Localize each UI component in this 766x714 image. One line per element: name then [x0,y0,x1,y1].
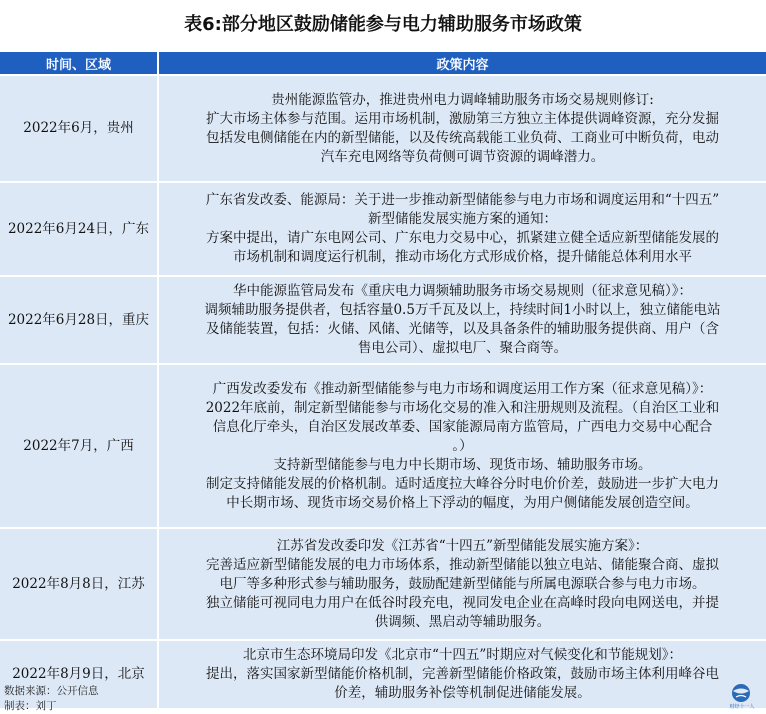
policy-line: 及储能装置，包括：火储、风储、光储等，以及具备条件的辅助服务提供商、用户（含 [206,321,719,337]
row-time-region: 2022年6月24日，广东 [0,182,158,276]
policy-line: 广西发改委发布《推动新型储能参与电力市场和调度运用工作方案（征求意见稿）》： [212,380,713,397]
policy-line: 制定支持储能发展的价格机制。适时适度拉大峰谷分时电价价差，鼓励进一步扩大电力 [206,475,719,492]
policy-line: 价差，辅助服务补偿等机制促进储能发展。 [334,685,591,701]
row-policy-content [158,75,766,182]
policy-table [0,52,766,708]
policy-line: 完善适应新型储能发展的电力市场体系，推动新型储能以独立电站、储能聚合商、虚拟 [206,556,719,573]
row-policy-content [158,640,766,708]
row-policy-content [158,182,766,276]
policy-line: 调频辅助服务提供者，包括容量0.5万千瓦及以上，持续时间1小时以上，独立储能电站 [204,302,721,318]
table-row [0,276,766,364]
row-policy-content [158,528,766,640]
table-title: 表6:部分地区鼓励储能参与电力辅助服务市场政策 [184,14,582,35]
row-time-region: 2022年7月，广西 [0,364,158,528]
policy-line: 北京市生态环境局印发《北京市“十四五”时期应对气候变化和节能规划》： [242,647,683,663]
policy-line: 。） [452,437,473,454]
policy-line: 华中能源监管局发布《重庆电力调频辅助服务市场交易规则（征求意见稿）》： [233,283,692,299]
policy-line: 贵州能源监管办，推进贵州电力调峰辅助服务市场交易规则修订: [271,91,654,108]
row-policy-content [158,364,766,528]
table-row [0,364,766,528]
policy-line: 包括发电侧储能在内的新型储能，以及传统高载能工业负荷、工商业可中断负荷，电动 [206,129,719,146]
table-row [0,75,766,182]
row-time-region: 2022年8月9日，北京 [0,640,158,708]
table-header-row [0,52,766,75]
column-header-policy-content: 政策内容 [158,52,766,75]
table-author-note: 制表：刘丁 [4,700,57,712]
policy-line: 汽车充电网络等负荷侧可调节资源的调峰潜力。 [320,148,605,165]
policy-line: 2022年底前，制定新型储能参与市场化交易的准入和注册规则及流程。（自治区工业和 [205,399,720,416]
policy-line: 信息化厅牵头，自治区发展改革委、国家能源局南方监管局，广西电力交易中心配合 [212,418,713,435]
policy-line: 电厂等多种形式参与辅助服务，鼓励配建新型储能与所属电源联合参与电力市场。 [219,575,706,592]
row-time-region: 2022年8月8日，江苏 [0,528,158,640]
policy-line: 新型储能发展实施方案的通知： [368,211,557,227]
table-row [0,182,766,276]
policy-line: 供调频、黑启动等辅助服务。 [374,613,551,630]
row-time-region: 2022年6月，贵州 [0,75,158,182]
policy-line: 市场机制和调度运行机制，推动市场化方式形成价格，提升储能总体利用水平 [233,249,692,265]
policy-line: 广东省发改委、能源局：关于进一步推动新型储能参与电力市场和调度运用和“十四五” [205,192,720,208]
table-row [0,528,766,640]
policy-line: 方案中提出，请广东电网公司、广东电力交易中心，抓紧建立健全适应新型储能发展的 [206,230,719,246]
policy-line: 售电公司）、虚拟电厂、聚合商等。 [357,340,568,356]
policy-line: 江苏省发改委印发《江苏省“十四五”新型储能发展实施方案》： [276,537,649,554]
policy-line: 独立储能可视同电力用户在低谷时段充电，视同发电企业在高峰时段向电网送电，并提 [206,594,719,611]
policy-line: 支持新型储能参与电力中长期市场、现货市场、辅助服务市场。 [273,456,652,473]
row-time-region: 2022年6月28日，重庆 [0,276,158,364]
policy-line: 扩大市场主体参与范围。运用市场机制，激励第三方独立主体提供调峰资源，充分发掘 [206,110,719,127]
globe-logo-icon [726,683,756,703]
data-source-note: 数据来源：公开信息 [4,685,99,697]
policy-line: 中长期市场、现货市场交易价格上下浮动的幅度，为用户侧储能发展创造空间。 [226,494,699,511]
table-row [0,640,766,708]
policy-line: 提出，落实国家新型储能价格机制，完善新型储能价格政策，鼓励市场主体利用峰谷电 [206,666,719,682]
row-policy-content [158,276,766,364]
column-header-time-region: 时间、区域 [0,52,158,75]
publisher-logo-text: 财经十一人 [729,704,755,710]
